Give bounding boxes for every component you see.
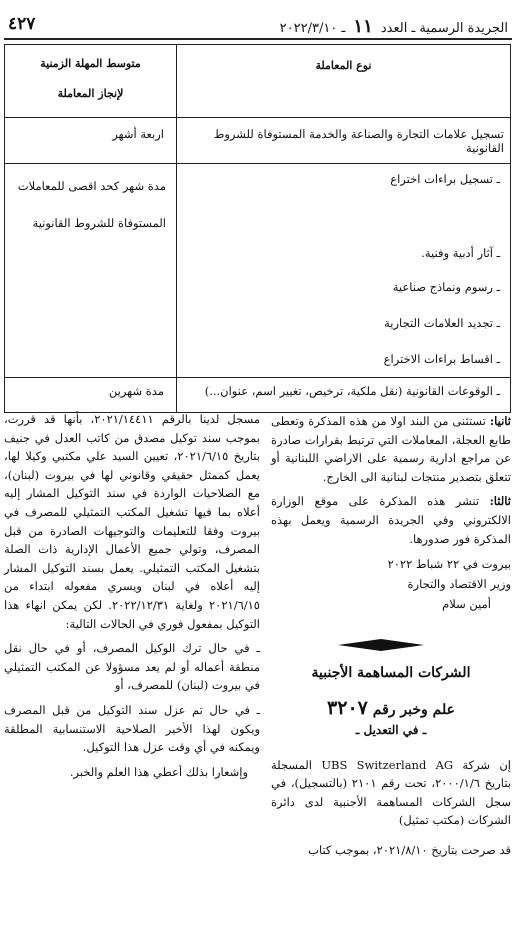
row3-type: ـ الوقوعات القانونية (نقل ملكية، ترخيص، تغيير اسم، عنوان...) [177,378,511,413]
page-header [6,14,510,37]
row2-time-line2: المستوفاة للشروط القانونية [32,216,166,230]
row1-time: اربعة أشهر [5,118,177,164]
page-number: ٤٢٧ [8,14,36,34]
notice-number: ٣٢٠٧ [327,697,368,719]
notice-paragraph: إن شركة UBS Switzerland AG المسجلة بتاريخ ٢٠٠٠/١/٦، تحت رقم ٢١٠١ (بالتسجيل)، في سجل الشركات المساهمة الأجنبية لدى دائرة الشركات (مكتب تمثيل) [271,757,511,828]
header-rule [4,38,512,40]
left-column [4,410,260,781]
section-title: الشركات المساهمة الأجنبية [311,665,471,681]
row2-time-line1: مدة شهر كحد اقصى للمعاملات [17,179,166,193]
gazette-name: الجريدة الرسمية ـ العدد [380,21,508,36]
paragraph: ـ في حال ترك الوكيل المصرف، أو في حال نقل منطقة أعماله أو لم يعد مسؤولا عن المكتب التمثيلي في بيروت (لبنان) للمصرف، أو [4,641,260,693]
column-header-time-line1: متوسط المهلة الزمنية [40,57,141,70]
list-item: ـ تسجيل براءات اختراع [390,172,500,186]
ornament-divider-icon [338,637,424,653]
paragraph: ـ في حال تم عزل سند التوكيل من قبل المصرف ويكون لهذا الأخير الصلاحية الاستنسابية المطلقة ويمكنه في أي وقت عزل هذا التوكيل. [4,702,260,755]
signature-title: وزير الاقتصاد والتجارة [407,577,511,592]
gazette-title [280,16,508,37]
issue-date: ـ ٢٠٢٢/٣/١٠ [279,21,346,36]
row2-time [5,164,177,378]
column-header-time [5,45,177,118]
right-column [271,412,511,614]
paragraph: وإشعارا بذلك أعطي هذا العلم والخبر. [69,764,248,779]
signature-name: أمين سلام [442,597,491,612]
row1-type: تسجيل علامات التجارة والصناعة والخدمة المستوفاة للشروط القانونية [177,118,511,164]
table-row [5,164,511,378]
paragraph-second: ثانيا: تستثنى من البند اولا من هذه المذكرة وتعطى طابع العجلة، المعاملات التي ترتبط بقرارات صادرة عن مراجع ادارية رسمية على الاراضي اللبنانية أو تتعلق بتصدير منتجات لبنانية الى الخارج. [271,414,511,484]
issue-number: ١١ [353,16,373,37]
paragraph-lead: ثالثا: [489,494,511,509]
list-item: ـ اقساط براءات الاختراع [383,352,500,366]
paragraph-lead: ثانيا: [489,414,511,428]
paragraph: مسجل لدينا بالرقم ٢٠٢١/١٤٤١١، بأنها قد قررت، بموجب سند توكيل مصدق من كاتب العدل في جنيف بتاريخ ٢٠٢١/٦/١٥، تعيين السيد علي مكتبي وكيلا لها، يعمل كممثل حقيقي وقانوني لها في بيروت (لبنان)، مع الصلاحيات الواردة في سند التوكيل المشار إليه أعلاه بما فيها تشغيل المكتب التمثيلي للمصرف في بيروت وفقا للتعليمات والتوجيهات الصادرة من قبل المصرف، وتولي جميع الأعمال الإدارية ذات الصلة بتشغيل المكتب التمثيلي. يعمل بسند التوكيل المشار إليه أعلاه في لبنان ويسري مفعوله ابتداء من ٢٠٢١/٦/١٥ ولغاية ٢٠٢٢/١٢/٣١. لكن يمكن انهاء هذا التوكيل بمفعول فوري في الحالات التالية: [4,412,260,631]
transactions-table [4,44,511,413]
table-row [5,118,511,164]
column-header-time-line2: لإنجاز المعاملة [57,87,124,100]
signature-date: بيروت في ٢٢ شباط ٢٠٢٢ [387,557,511,572]
table-row [5,378,511,413]
notice-prefix: علم وخبر رقم [372,702,455,718]
notice-subtitle: ـ في التعديل ـ [355,723,427,737]
list-item: ـ تجديد العلامات التجارية [384,316,500,330]
notice-body [271,744,511,871]
table-header-row [5,45,511,118]
row2-type [177,164,511,378]
notice-paragraph: قد صرحت بتاريخ ٢٠٢١/٨/١٠، بموجب كتاب [308,843,511,858]
list-gap [177,195,500,238]
list-item: ـ آثار أدبية وفنية. [421,246,500,260]
signature-block [271,554,511,614]
paragraph-third: ثالثا: تنشر هذه المذكرة على موقع الوزارة الالكتروني وفي الجريدة الرسمية ويعمل بهذه المذكرة فور صدورها. [271,494,511,546]
list-item: ـ رسوم ونماذج صناعية [392,280,500,294]
notice-heading [271,697,511,719]
column-header-type: نوع المعاملة [177,45,511,118]
row3-time: مدة شهرين [5,378,177,413]
